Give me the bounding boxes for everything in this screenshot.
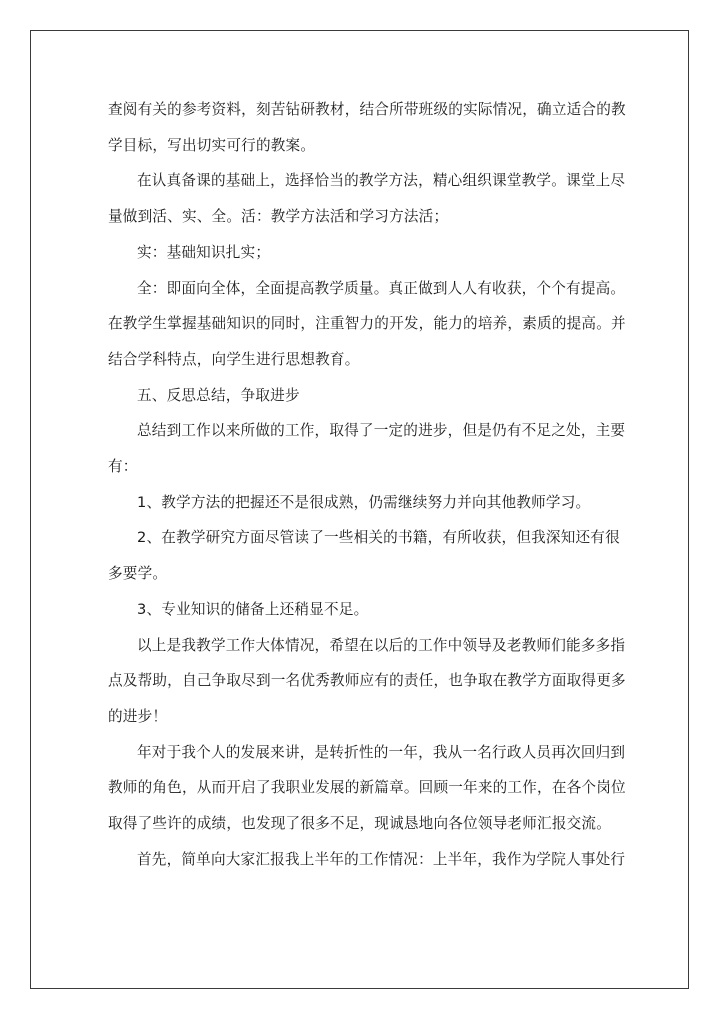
text-line: 取得了些许的成绩，也发现了很多不足，现诚恳地向各位领导老师汇报交流。: [108, 815, 611, 833]
text-line: 多要学。: [108, 565, 168, 583]
text-line: 的进步！: [108, 707, 168, 725]
text-line: 总结到工作以来所做的工作，取得了一定的进步，但是仍有不足之处，主要: [137, 422, 626, 440]
text-line: 五、反思总结，争取进步: [137, 386, 300, 404]
text-line: 实：基础知识扎实；: [137, 243, 271, 261]
text-line: 1、教学方法的把握还不是很成熟，仍需继续努力并向其他教师学习。: [137, 493, 591, 511]
paragraph: [108, 735, 626, 842]
paragraph: [108, 413, 626, 484]
text-line: 2、在教学研究方面尽管读了一些相关的书籍，有所收获，但我深知还有很: [137, 529, 620, 547]
list-item: [108, 520, 618, 591]
text-line: 结合学科特点，向学生进行思想教育。: [108, 350, 360, 368]
list-item: [108, 485, 618, 521]
paragraph: [108, 271, 626, 378]
paragraph: [108, 163, 626, 234]
paragraph: [108, 235, 618, 271]
paragraph: [108, 628, 626, 735]
text-line: 点及帮助，自己争取尽到一名优秀教师应有的责任，也争取在教学方面取得更多: [108, 672, 626, 690]
text-line: 全：即面向全体，全面提高教学质量。真正做到人人有收获，个个有提高。: [137, 279, 626, 297]
document-body: [108, 92, 626, 877]
text-line: 在认真备课的基础上，选择恰当的教学方法，精心组织课堂教学。课堂上尽: [137, 172, 626, 190]
text-line: 有：: [108, 458, 138, 476]
text-line: 教师的角色，从而开启了我职业发展的新篇章。回顾一年来的工作，在各个岗位: [108, 779, 626, 797]
text-line: 在教学生掌握基础知识的同时，注重智力的开发，能力的培养，素质的提高。并: [108, 315, 626, 333]
text-line: 查阅有关的参考资料，刻苦钻研教材，结合所带班级的实际情况，确立适合的教: [108, 101, 626, 118]
text-line: 3、专业知识的储备上还稍显不足。: [137, 600, 369, 618]
section-heading: [108, 378, 618, 414]
list-item: [108, 592, 618, 628]
text-line: 学目标，写出切实可行的教案。: [108, 136, 316, 154]
text-line: 量做到活、实、全。活：教学方法活和学习方法活；: [108, 208, 449, 226]
text-line: 以上是我教学工作大体情况，希望在以后的工作中领导及老教师们能多多指: [137, 636, 626, 654]
text-line: 首先，简单向大家汇报我上半年的工作情况：上半年，我作为学院人事处行: [137, 850, 626, 868]
text-line: 年对于我个人的发展来讲，是转折性的一年，我从一名行政人员再次回归到: [137, 743, 626, 761]
paragraph: [108, 842, 626, 878]
paragraph: [108, 92, 626, 163]
